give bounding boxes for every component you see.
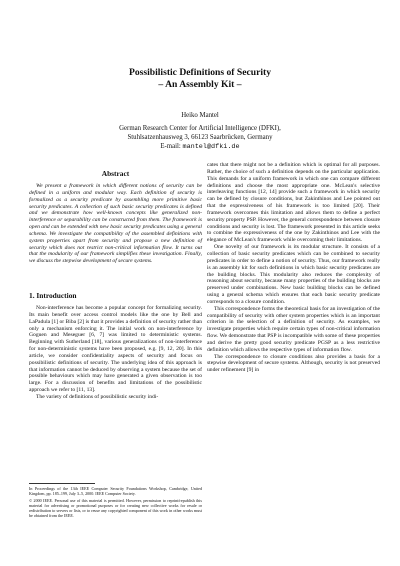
right-paragraph: One novelty of our framework is its modular structure. It consists of a collection of basic security predicates which can be combined to security predicates in order to define a notion of security. Thus, our framework really is an assembly kit for such definitions in which basic security predicates are the building blocks. This modularity also reduces the complexity of reasoning about security, because many properties of the building blocks are preserved under combinations. New basic building blocks can be defined using a general schema which ensures that each basic security predicate corresponds to a closure condition. <box>207 244 380 305</box>
paper-title-line-1: Possibilistic Definitions of Security <box>128 67 272 78</box>
right-paragraph: cates that there might not be a definition which is optimal for all purposes. Rather, the choice of such a definition depends on the particular application. This demands for a uniform framework in which one can compare different definitions and choose the most appropriate one. McLean's selective interleaving functions [12, 14] provide such a framework in which security can be defined by closure conditions, but Zakinthinos and Lee pointed out that the expressiveness of his framework is too limited [20]. Their framework overcomes this limitation and allows them to define a perfect security property PSP. However, the general correspondence between closure conditions and security is lost. The framework presented in this article seeks to combine the expressiveness of the one by Zakinthinos and Lee with the elegance of McLean's framework while overcoming their limitations. <box>207 162 380 244</box>
introduction-body <box>29 305 202 401</box>
author-name: Heiko Mantel <box>181 112 219 119</box>
right-paragraph: The correspondence to closure conditions also provides a basis for a stepwise development of secure systems. Although, security is not preserved under refinement [9] in <box>207 353 380 374</box>
footnote <box>29 486 202 520</box>
right-paragraph: This correspondence forms the theoretical basis for an investigation of the compatibility of security with other system properties which is an important criterion in the selection of a definition of security. As examples, we investigate properties which require certain types of non-critical information flow. We demonstrate that PSP is incompatible with some of these properties and derive the pretty good security predicate PGSP as a less restrictive definition which allows the respective types of information flow. <box>207 305 380 353</box>
affiliation-line-2: Stuhlsatzenhausweg 3, 66123 Saarbrücken, Germany <box>127 134 273 141</box>
email-row <box>0 142 400 152</box>
abstract-heading: Abstract <box>101 169 130 178</box>
footnote-publication: In Proceedings of the 13th IEEE Computer Security Foundations Workshop, Cambridge, United Kingdom, pp. 185–199, July 3–5, 2000. IEEE Computer Society. <box>29 486 202 497</box>
paper-title-line-2: – An Assembly Kit – <box>158 79 242 90</box>
email-label: E-mail: <box>160 143 181 150</box>
introduction-heading: 1. Introduction <box>29 291 77 300</box>
email-address: mantel@dfki.de <box>182 143 240 151</box>
intro-paragraph: Non-interference has become a popular concept for formalizing security. Its main benefit over access control models like the one by Bell and LaPadula [1] or Biba [2] is that it provides a definition of security rather than only a mechanism enforcing it. The initial work on non-interference by Goguen and Meseguer [6, 7] was limited to deterministic systems. Beginning with Sutherland [18], various generalizations of non-interference for non-deterministic systems have been proposed, e.g. [9, 12, 20]. In this article, we consider confidentiality aspects of security and focus on possibilistic definitions of security. The underlying idea of this approach is that information cannot be deduced by observing a system because the set of possible behaviours which may have generated a given observation is too large. For a discussion of benefits and limitations of the possibilistic approach we refer to [11, 13]. <box>29 305 202 394</box>
affiliation-line-1: German Research Center for Artificial Intelligence (DFKI), <box>119 125 281 132</box>
abstract-text: We present a framework in which different notions of security can be defined in a uniform and modular way. Each definition of security is formalized as a security predicate by assembling more primitive basic security predicates. A collection of such basic security predicates is defined and we demonstrate how well-known concepts like generalized non-interference or separability can be constructed from them. The framework is open and can be extended with new basic security predicates using a general schema. We investigate the compatibility of the assembled definitions with system properties apart from security and propose a new definition of security which does not restrict non-critical information flow. It turns out that the modularity of our framework simplifies these investigation. Finally, we discuss the stepwise development of secure systems. <box>29 183 202 265</box>
footnote-rule <box>29 483 95 484</box>
intro-paragraph: The variety of definitions of possibilistic security indi- <box>36 393 159 400</box>
right-column-body <box>207 162 380 374</box>
footnote-copyright: © 2000 IEEE. Personal use of this material is permitted. However, permission to reprint/republish this material for advertising or promotional purposes or for creating new collective works for resale or redistribution to servers or lists, or to reuse any copyrighted component of this work in other works must be obtained from the IEEE. <box>29 497 202 519</box>
